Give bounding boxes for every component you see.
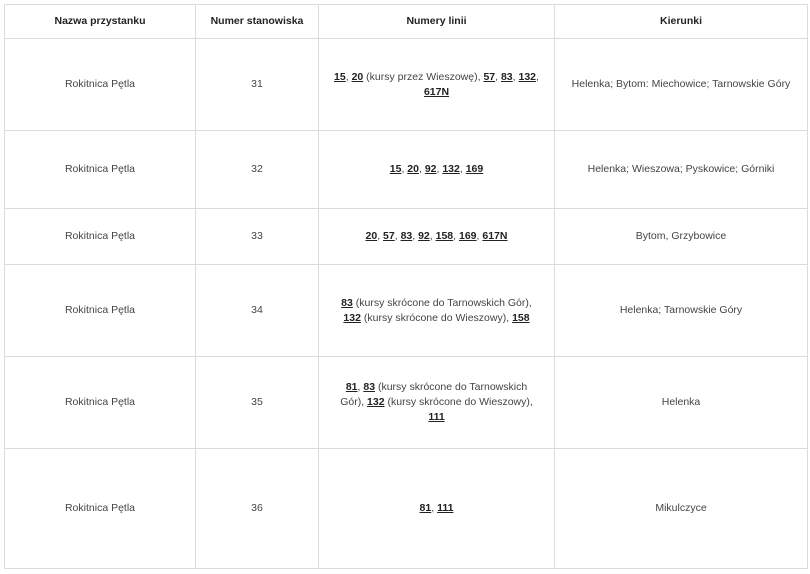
- lines-cell: [319, 357, 555, 449]
- line-link[interactable]: 158: [512, 311, 530, 324]
- table-body: [5, 39, 808, 569]
- line-link[interactable]: 132: [442, 163, 460, 175]
- line-link[interactable]: 83: [363, 381, 376, 393]
- stop-name-cell: Rokitnica Pętla: [5, 357, 196, 449]
- header-directions: Kierunki: [555, 5, 808, 39]
- header-platform-number: Numer stanowiska: [196, 5, 319, 39]
- header-stop-name: Nazwa przystanku: [5, 5, 196, 39]
- directions-cell: Bytom, Grzybowice: [555, 209, 808, 265]
- directions-cell: Helenka: [555, 357, 808, 449]
- directions-cell: Helenka; Tarnowskie Góry: [555, 265, 808, 357]
- line-link[interactable]: 111: [428, 411, 445, 423]
- line-link[interactable]: 83: [400, 230, 413, 242]
- stop-name-cell: Rokitnica Pętla: [5, 39, 196, 131]
- line-link[interactable]: 169: [459, 230, 477, 242]
- stop-name-cell: Rokitnica Pętla: [5, 449, 196, 569]
- table-header: [5, 5, 808, 39]
- line-link[interactable]: 20: [351, 70, 364, 83]
- line-link[interactable]: 81: [345, 381, 358, 393]
- line-link[interactable]: 20: [365, 230, 378, 242]
- platform-cell: 32: [196, 131, 319, 209]
- line-note: ,: [412, 230, 419, 242]
- line-link[interactable]: 92: [418, 230, 430, 242]
- line-note: (kursy skrócone do Wieszowy),: [360, 311, 513, 324]
- line-link[interactable]: 15: [389, 163, 402, 175]
- line-note: ,: [377, 230, 384, 242]
- line-link[interactable]: 92: [424, 163, 437, 175]
- stops-table: [4, 4, 808, 569]
- line-link[interactable]: 617N: [423, 85, 450, 98]
- table-row: [5, 131, 808, 209]
- line-note: ,: [345, 70, 352, 83]
- line-link[interactable]: 617N: [482, 230, 508, 242]
- platform-cell: 33: [196, 209, 319, 265]
- line-link[interactable]: 158: [435, 230, 454, 242]
- line-note: ,: [495, 70, 501, 83]
- line-link[interactable]: 57: [483, 70, 496, 83]
- line-note: ,: [453, 230, 459, 242]
- table-row: [5, 449, 808, 569]
- line-note: ,: [401, 163, 408, 175]
- line-link[interactable]: 81: [419, 502, 432, 514]
- table-row: [5, 357, 808, 449]
- header-line-numbers: Numery linii: [319, 5, 555, 39]
- lines-cell: [319, 449, 555, 569]
- line-link[interactable]: 111: [437, 502, 454, 514]
- lines-cell: [319, 39, 555, 131]
- stop-name-cell: Rokitnica Pętla: [5, 131, 196, 209]
- line-note: (kursy skrócone do Tarnowskich Gór),: [340, 381, 528, 408]
- lines-cell: [319, 131, 555, 209]
- table-row: [5, 39, 808, 131]
- table-row: [5, 265, 808, 357]
- line-note: ,: [436, 163, 443, 175]
- line-link[interactable]: 83: [500, 70, 513, 83]
- line-note: ,: [394, 230, 401, 242]
- line-note: ,: [431, 502, 438, 514]
- line-link[interactable]: 132: [343, 311, 361, 324]
- line-note: ,: [418, 163, 425, 175]
- platform-cell: 35: [196, 357, 319, 449]
- line-note: ,: [459, 163, 466, 175]
- line-note: (kursy skrócone do Tarnowskich Gór),: [352, 296, 532, 309]
- line-link[interactable]: 15: [334, 70, 346, 83]
- directions-cell: Helenka; Bytom: Miechowice; Tarnowskie Góry: [555, 39, 808, 131]
- line-note: ,: [512, 70, 519, 83]
- line-note: ,: [429, 230, 436, 242]
- platform-cell: 36: [196, 449, 319, 569]
- line-note: (kursy przez Wieszowę),: [363, 70, 484, 83]
- line-note: ,: [476, 230, 483, 242]
- line-link[interactable]: 57: [383, 230, 395, 242]
- platform-cell: 34: [196, 265, 319, 357]
- directions-cell: Mikulczyce: [555, 449, 808, 569]
- lines-cell: [319, 209, 555, 265]
- line-note: ,: [536, 70, 539, 83]
- directions-cell: Helenka; Wieszowa; Pyskowice; Górniki: [555, 131, 808, 209]
- line-link[interactable]: 132: [367, 396, 385, 408]
- table-row: [5, 209, 808, 265]
- line-link[interactable]: 83: [341, 296, 353, 309]
- stop-name-cell: Rokitnica Pętla: [5, 265, 196, 357]
- line-note: ,: [357, 381, 364, 393]
- line-link[interactable]: 20: [407, 163, 419, 175]
- lines-cell: [319, 265, 555, 357]
- line-link[interactable]: 132: [518, 70, 537, 83]
- header-row: [5, 5, 808, 39]
- stop-name-cell: Rokitnica Pętla: [5, 209, 196, 265]
- line-note: (kursy skrócone do Wieszowy),: [384, 396, 533, 408]
- line-link[interactable]: 169: [465, 163, 484, 175]
- platform-cell: 31: [196, 39, 319, 131]
